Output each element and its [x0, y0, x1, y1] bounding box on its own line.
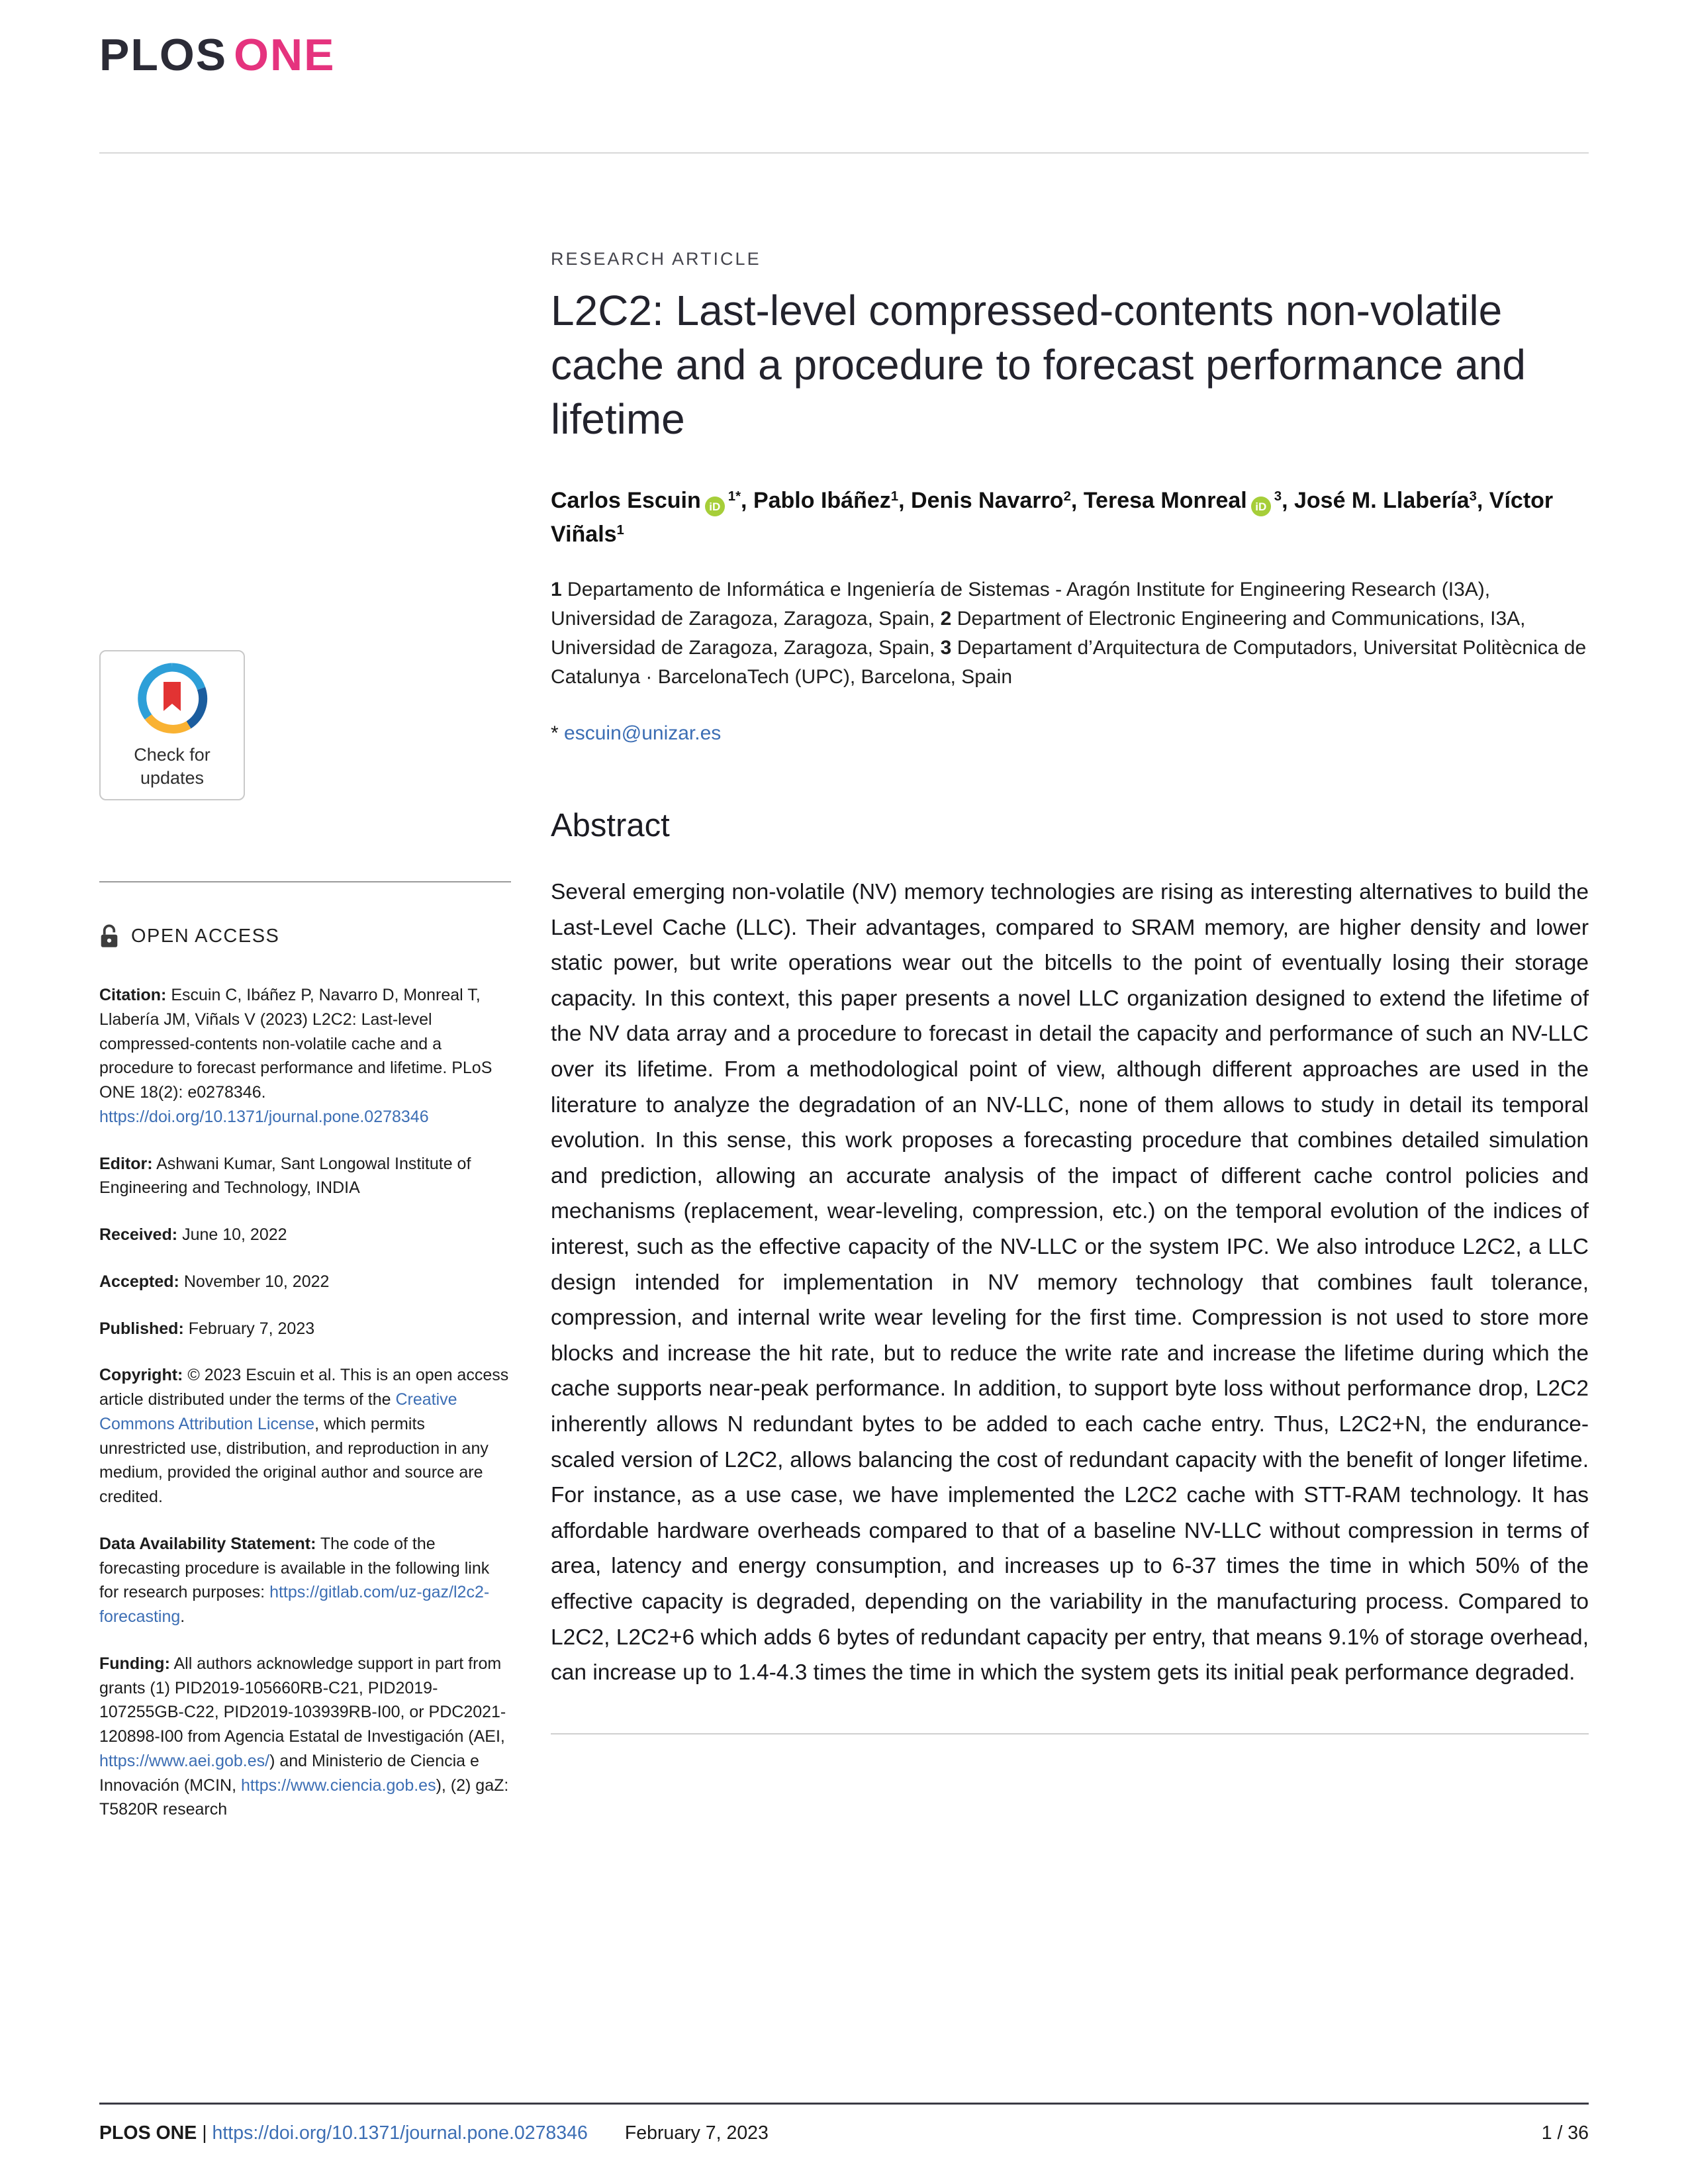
affiliation-list	[551, 575, 1589, 692]
logo-one: ONE	[234, 30, 336, 80]
author-name: Víctor Viñals	[551, 487, 1554, 547]
open-access-row	[99, 924, 511, 949]
check-for-updates-badge[interactable]	[99, 650, 245, 800]
received-label: Received:	[99, 1225, 178, 1245]
badge-label-line1: Check for	[134, 745, 211, 765]
editor-label: Editor:	[99, 1154, 153, 1173]
affiliation-text: Departamento de Informática e Ingeniería de Sistemas - Aragón Institute for Engineering Research (I3A), Universidad de Zaragoza, Zaragoza, Spain,	[551, 578, 1491, 630]
received-block	[99, 1223, 511, 1247]
data-availability-link[interactable]: https://gitlab.com/uz-gaz/l2c2-forecasting	[99, 1583, 490, 1627]
author-separator: ,	[741, 487, 753, 513]
received-date: June 10, 2022	[182, 1225, 287, 1245]
citation-text: Escuin C, Ibáñez P, Navarro D, Monreal T, Llabería JM, Viñals V (2023) L2C2: Last-level compressed-contents non-volatile cache and a procedure to forecast performance and lifetime. PLoS ONE 18(2): e0278346.	[99, 986, 492, 1102]
crossmark-icon	[136, 662, 209, 735]
funding-text-2: ) and Ministerio de Ciencia e Innovación (MCIN,	[99, 1751, 479, 1795]
affiliation-text: Departament d’Arquitectura de Computadors, Universitat Politècnica de Catalunya · BarcelonaTech (UPC), Barcelona, Spain	[551, 636, 1587, 688]
author-name: José M. Llabería	[1293, 487, 1470, 513]
mcin-link[interactable]: https://www.ciencia.gob.es	[240, 1776, 436, 1795]
author-list	[551, 484, 1589, 551]
funding-text-3: ), (2) gaZ: T5820R research	[99, 1776, 509, 1819]
footer-left	[99, 2122, 769, 2144]
author-affiliation-sup: 3	[1469, 489, 1477, 504]
footer-doi-link[interactable]: https://doi.org/10.1371/journal.pone.0278346	[212, 2122, 588, 2144]
funding-block	[99, 1652, 511, 1822]
published-block	[99, 1317, 511, 1341]
open-access-label: OPEN ACCESS	[131, 925, 280, 947]
citation-block	[99, 983, 511, 1129]
copyright-text-post: , which permits unrestricted use, distribution, and reproduction in any medium, provided the original author and source are credited.	[99, 1414, 489, 1507]
citation-doi-link[interactable]: https://doi.org/10.1371/journal.pone.0278346	[99, 1107, 429, 1126]
author-name: Carlos Escuin	[551, 487, 701, 513]
author	[898, 488, 1071, 513]
article-type: RESEARCH ARTICLE	[551, 249, 761, 269]
check-for-updates-label	[107, 743, 237, 790]
badge-label-line2: updates	[140, 768, 205, 788]
copyright-block	[99, 1363, 511, 1509]
data-availability-period: .	[180, 1607, 185, 1627]
data-availability-text: The code of the forecasting procedure is available in the following link for research purposes:	[99, 1534, 490, 1602]
correspondence	[551, 722, 1589, 745]
data-availability-block	[99, 1532, 511, 1629]
correspondence-email-link[interactable]: escuin@unizar.es	[564, 722, 722, 745]
author-affiliation-sup: 1*	[727, 489, 741, 504]
correspondence-star: *	[551, 722, 559, 745]
footer-date: February 7, 2023	[624, 2122, 769, 2144]
affiliation-number: 1	[551, 578, 562, 600]
author-affiliation-sup: 1	[616, 522, 624, 538]
footer	[99, 2122, 1589, 2144]
copyright-label: Copyright:	[99, 1366, 183, 1385]
published-label: Published:	[99, 1319, 184, 1338]
main-column	[551, 249, 1589, 1734]
author-name: Denis Navarro	[911, 487, 1064, 513]
sidebar	[99, 650, 511, 1844]
aei-link[interactable]: https://www.aei.gob.es/	[99, 1751, 270, 1770]
editor-text: Ashwani Kumar, Sant Longowal Institute of Engineering and Technology, INDIA	[99, 1154, 471, 1198]
ccal-link[interactable]: Creative Commons Attribution License	[99, 1390, 457, 1433]
accepted-label: Accepted:	[99, 1272, 179, 1291]
author-name: Pablo Ibáñez	[753, 487, 891, 513]
author-separator: ,	[1070, 487, 1084, 513]
author	[1282, 488, 1477, 513]
affiliation-text: Department of Electronic Engineering and Communications, I3A, Universidad de Zaragoza, Zaragoza, Spain,	[551, 607, 1526, 659]
author-affiliation-sup: 1	[890, 489, 899, 504]
orcid-icon[interactable]: iD	[1251, 497, 1271, 516]
footer-separator: |	[202, 2122, 207, 2144]
data-availability-label: Data Availability Statement:	[99, 1534, 316, 1553]
author	[741, 488, 898, 513]
plos-one-logo	[99, 29, 336, 81]
author-separator: ,	[898, 487, 912, 513]
abstract-text: Several emerging non-volatile (NV) memory technologies are rising as interesting alternatives to build the Last-Level Cache (LLC). Their advantages, compared to SRAM memory, are higher density and lower static power, but write operations wear out the bitcells to the point of eventually losing their storage capacity. In this context, this paper presents a novel LLC organization designed to extend the lifetime of the NV data array and a procedure to forecast in detail the capacity and performance of such an NV-LLC over its lifetime. From a methodological point of view, although different approaches are used in the literature to analyze the degradation of an NV-LLC, none of them allows to study in detail its temporal evolution. In this sense, this work proposes a forecasting procedure that combines detailed simulation and prediction, allowing an accurate analysis of the impact of different cache control policies and mechanisms (replacement, wear-leveling, compression, etc.) on the temporal evolution of the indices of interest, such as the effective capacity of the NV-LLC or the system IPC. We also introduce L2C2, a LLC design intended for implementation in NV memory technology that combines fault tolerance, compression, and internal write wear leveling for the first time. Compression is not used to store more blocks and increase the hit rate, but to reduce the write rate and increase the lifetime during which the cache supports near-peak performance. In addition, to support byte loss without performance drop, L2C2 inherently allows N redundant bytes to be added to each cache entry. Thus, L2C2+N, the endurance-scaled version of L2C2, allows balancing the cost of redundant capacity with the benefit of longer lifetime. For instance, as a use case, we have implemented the L2C2 cache with STT-RAM technology. It has affordable hardware overheads compared to that of a baseline NV-LLC without compression in terms of area, latency and energy consumption, and increases up to 6-37 times the time in which 50% of the effective capacity is degraded, depending on the variability in the manufacturing process. Compared to L2C2, L2C2+6 which adds 6 bytes of redundant capacity per entry, that means 9.1% of storage overhead, can increase up to 1.4-4.3 times the time in which the system gets its initial peak performance degraded.	[551, 880, 1589, 1685]
accepted-block	[99, 1270, 511, 1294]
footer-page-number: 1 / 36	[1541, 2122, 1589, 2144]
published-date: February 7, 2023	[188, 1319, 315, 1338]
copyright-text-pre: © 2023 Escuin et al. This is an open access article distributed under the terms of the	[99, 1366, 509, 1409]
abstract-heading: Abstract	[551, 808, 670, 844]
footer-divider	[99, 2103, 1589, 2105]
author-affiliation-sup: 3	[1274, 489, 1282, 504]
author	[551, 488, 741, 513]
author-separator: ,	[1282, 487, 1294, 513]
author-separator: ,	[1476, 487, 1489, 513]
article-title: L2C2: Last-level compressed-contents non-volatile cache and a procedure to forecast performance and lifetime	[551, 287, 1526, 443]
footer-journal-name: PLOS ONE	[99, 2122, 197, 2144]
affiliation-number: 2	[940, 607, 952, 630]
author-affiliation-sup: 2	[1063, 489, 1071, 504]
affiliation-number: 3	[940, 636, 952, 659]
citation-label: Citation:	[99, 986, 167, 1005]
editor-block	[99, 1152, 511, 1201]
accepted-date: November 10, 2022	[183, 1272, 330, 1291]
header-divider	[99, 152, 1589, 154]
sidebar-divider	[99, 881, 511, 882]
orcid-icon[interactable]: iD	[705, 497, 725, 516]
funding-text-1: All authors acknowledge support in part from grants (1) PID2019-105660RB-C21, PID2019-107255GB-C22, PID2019-103939RB-I00, or PDC2021-120898-I00 from Agencia Estatal de Investigación (AEI,	[99, 1654, 506, 1746]
abstract-end-divider	[551, 1733, 1589, 1734]
author-name: Teresa Monreal	[1083, 487, 1247, 513]
funding-label: Funding:	[99, 1654, 170, 1673]
open-lock-icon	[99, 924, 119, 949]
author	[1071, 488, 1282, 513]
logo-plos: PLOS	[99, 30, 228, 80]
